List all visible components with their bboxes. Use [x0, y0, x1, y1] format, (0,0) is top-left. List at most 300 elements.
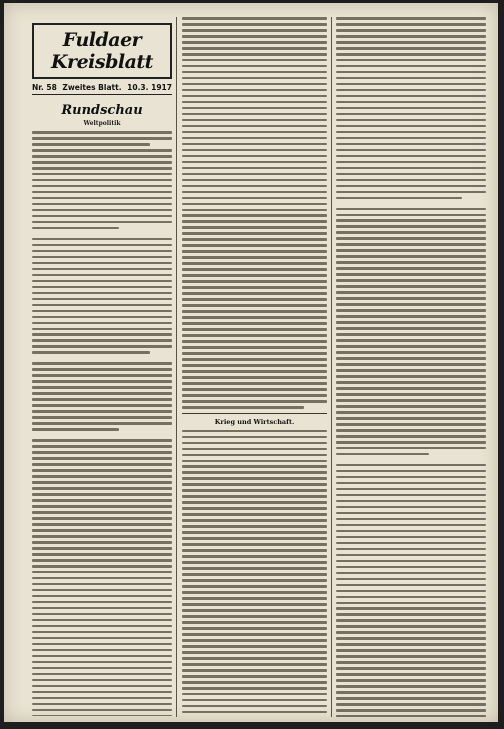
text-line — [32, 565, 172, 568]
text-line — [336, 667, 486, 670]
text-line — [336, 453, 429, 456]
text-line — [182, 59, 327, 62]
text-line — [336, 488, 486, 491]
text-line — [182, 167, 327, 170]
text-line — [32, 661, 172, 664]
text-line — [182, 693, 327, 696]
text-line — [336, 191, 486, 194]
text-line — [182, 477, 327, 480]
text-line — [336, 279, 486, 282]
text-line — [336, 53, 486, 56]
text-line — [32, 577, 172, 580]
text-line — [182, 705, 327, 708]
text-line — [32, 268, 172, 271]
text-line — [32, 203, 172, 206]
text-line — [182, 209, 327, 212]
text-line — [32, 161, 172, 164]
text-line — [182, 621, 327, 624]
text-line — [182, 585, 327, 588]
text-column-1 — [32, 131, 172, 716]
text-line — [336, 703, 486, 706]
text-line — [182, 316, 327, 319]
text-line — [182, 334, 327, 337]
text-line — [336, 345, 486, 348]
text-line — [32, 404, 172, 407]
text-line — [336, 649, 486, 652]
text-line — [32, 256, 172, 259]
text-line — [32, 523, 172, 526]
newspaper-title: Fuldaer Kreisblatt — [32, 23, 172, 79]
text-line — [182, 436, 327, 439]
text-line — [336, 351, 486, 354]
text-line — [336, 679, 486, 682]
text-line — [336, 685, 486, 688]
text-line — [336, 602, 486, 605]
text-line — [336, 113, 486, 116]
text-line — [182, 220, 327, 223]
text-line — [182, 286, 327, 289]
text-line — [182, 77, 327, 80]
text-line — [182, 113, 327, 116]
text-line — [182, 382, 327, 385]
text-line — [182, 507, 327, 510]
text-line — [182, 17, 327, 20]
text-line — [182, 161, 327, 164]
text-line — [32, 386, 172, 389]
text-line — [182, 322, 327, 325]
text-line — [336, 249, 486, 252]
text-line — [336, 131, 486, 134]
text-line — [182, 95, 327, 98]
text-line — [32, 517, 172, 520]
text-column-3 — [336, 17, 486, 717]
text-line — [336, 596, 486, 599]
masthead — [32, 23, 172, 103]
text-line — [336, 387, 486, 390]
text-line — [182, 519, 327, 522]
text-line — [32, 339, 172, 342]
text-line — [182, 274, 327, 277]
text-line — [182, 376, 327, 379]
text-line — [336, 381, 486, 384]
text-line — [336, 101, 486, 104]
text-line — [182, 645, 327, 648]
text-line — [336, 161, 486, 164]
text-line — [336, 578, 486, 581]
text-line — [182, 388, 327, 391]
text-line — [32, 613, 172, 616]
text-line — [182, 525, 327, 528]
text-line — [336, 482, 486, 485]
paragraph-gap — [336, 203, 486, 208]
text-line — [32, 445, 172, 448]
text-line — [182, 173, 327, 176]
text-line — [182, 465, 327, 468]
text-line — [182, 615, 327, 618]
text-line — [336, 560, 486, 563]
text-line — [182, 573, 327, 576]
text-line — [336, 625, 486, 628]
text-line — [336, 17, 486, 20]
text-line — [32, 637, 172, 640]
text-line — [182, 651, 327, 654]
text-line — [336, 613, 486, 616]
text-line — [182, 471, 327, 474]
column-rule — [176, 17, 177, 717]
text-line — [336, 303, 486, 306]
text-line — [336, 297, 486, 300]
text-line — [32, 380, 172, 383]
text-line — [182, 53, 327, 56]
text-line — [32, 679, 172, 682]
text-line — [336, 267, 486, 270]
text-line — [336, 447, 486, 450]
text-line — [182, 83, 327, 86]
text-line — [32, 655, 172, 658]
text-line — [336, 23, 486, 26]
text-line — [182, 448, 327, 451]
text-line — [336, 607, 486, 610]
text-line — [32, 167, 172, 170]
text-line — [32, 697, 172, 700]
text-line — [32, 535, 172, 538]
text-line — [32, 619, 172, 622]
text-line — [32, 583, 172, 586]
text-line — [182, 430, 327, 433]
text-line — [32, 511, 172, 514]
text-line — [336, 315, 486, 318]
text-line — [32, 487, 172, 490]
text-line — [32, 541, 172, 544]
text-line — [336, 590, 486, 593]
text-line — [336, 536, 486, 539]
text-line — [32, 328, 172, 331]
text-line — [182, 549, 327, 552]
text-line — [182, 226, 327, 229]
text-line — [32, 475, 172, 478]
text-line — [336, 95, 486, 98]
text-line — [182, 107, 327, 110]
text-line — [182, 292, 327, 295]
text-line — [182, 555, 327, 558]
text-line — [182, 394, 327, 397]
text-line — [182, 328, 327, 331]
text-line — [336, 363, 486, 366]
text-line — [32, 529, 172, 532]
text-line — [336, 709, 486, 712]
text-column-2 — [182, 17, 327, 717]
text-line — [182, 633, 327, 636]
text-line — [182, 197, 327, 200]
text-line — [32, 185, 172, 188]
text-line — [32, 262, 172, 265]
text-line — [182, 179, 327, 182]
text-line — [336, 273, 486, 276]
text-line — [336, 71, 486, 74]
text-line — [336, 65, 486, 68]
text-line — [32, 643, 172, 646]
text-line — [336, 173, 486, 176]
text-line — [182, 454, 327, 457]
newspaper-page — [4, 3, 498, 722]
text-line — [182, 639, 327, 642]
text-line — [182, 442, 327, 445]
text-line — [182, 119, 327, 122]
text-line — [182, 400, 327, 403]
text-line — [182, 663, 327, 666]
text-line — [336, 584, 486, 587]
text-line — [336, 243, 486, 246]
text-line — [32, 559, 172, 562]
text-line — [32, 209, 172, 212]
text-line — [182, 669, 327, 672]
text-line — [336, 655, 486, 658]
text-line — [32, 422, 172, 425]
text-line — [32, 601, 172, 604]
text-line — [182, 675, 327, 678]
text-line — [336, 417, 486, 420]
text-line — [32, 362, 172, 365]
text-line — [336, 518, 486, 521]
text-line — [182, 364, 327, 367]
text-line — [32, 280, 172, 283]
text-line — [336, 506, 486, 509]
text-line — [32, 625, 172, 628]
text-line — [336, 637, 486, 640]
section-heading-krieg: Krieg und Wirtschaft. — [214, 417, 295, 426]
text-line — [182, 591, 327, 594]
text-line — [182, 627, 327, 630]
text-line — [336, 321, 486, 324]
text-line — [32, 137, 172, 140]
text-line — [32, 451, 172, 454]
text-line — [32, 368, 172, 371]
text-line — [182, 531, 327, 534]
text-line — [182, 238, 327, 241]
text-line — [336, 167, 486, 170]
text-line — [336, 261, 486, 264]
text-line — [336, 35, 486, 38]
text-line — [182, 137, 327, 140]
text-line — [336, 429, 486, 432]
text-line — [336, 411, 486, 414]
text-line — [32, 149, 172, 152]
text-line — [182, 358, 327, 361]
section-heading-rundschau: Rundschau — [61, 103, 143, 118]
text-line — [336, 643, 486, 646]
text-line — [32, 595, 172, 598]
text-line — [182, 370, 327, 373]
text-line — [182, 603, 327, 606]
text-line — [182, 149, 327, 152]
text-line — [336, 59, 486, 62]
issue-number: Nr. 58 — [32, 83, 57, 92]
text-line — [336, 107, 486, 110]
column-rule — [331, 17, 332, 717]
text-line — [182, 131, 327, 134]
text-line — [182, 460, 327, 463]
text-line — [336, 179, 486, 182]
text-line — [336, 393, 486, 396]
sheet-label: Zweites Blatt. — [62, 83, 122, 92]
text-line — [32, 191, 172, 194]
text-line — [182, 262, 327, 265]
text-line — [32, 155, 172, 158]
text-line — [32, 703, 172, 706]
issue-date: 10.3. 1917 — [127, 83, 172, 92]
text-line — [182, 65, 327, 68]
text-line — [182, 657, 327, 660]
text-line — [182, 203, 327, 206]
text-line — [182, 268, 327, 271]
text-line — [32, 715, 172, 716]
text-line — [32, 131, 172, 134]
text-line — [336, 405, 486, 408]
text-line — [182, 250, 327, 253]
text-line — [182, 597, 327, 600]
text-line — [32, 607, 172, 610]
section-subheading-weltpolitik: Weltpolitik — [83, 120, 121, 127]
text-line — [182, 406, 304, 409]
text-line — [336, 673, 486, 676]
text-line — [336, 327, 486, 330]
text-line — [336, 83, 486, 86]
text-line — [336, 47, 486, 50]
text-line — [336, 524, 486, 527]
text-line — [32, 589, 172, 592]
text-line — [336, 125, 486, 128]
text-line — [336, 77, 486, 80]
paragraph-gap — [32, 233, 172, 238]
text-line — [182, 23, 327, 26]
text-line — [336, 566, 486, 569]
text-line — [182, 489, 327, 492]
text-line — [336, 399, 486, 402]
text-line — [182, 346, 327, 349]
text-line — [182, 244, 327, 247]
text-line — [336, 137, 486, 140]
text-line — [336, 548, 486, 551]
text-line — [182, 214, 327, 217]
text-line — [336, 237, 486, 240]
text-line — [32, 709, 172, 712]
text-line — [182, 501, 327, 504]
text-line — [336, 143, 486, 146]
text-line — [32, 493, 172, 496]
text-line — [182, 483, 327, 486]
text-line — [182, 495, 327, 498]
text-line — [336, 554, 486, 557]
text-line — [32, 173, 172, 176]
text-line — [336, 89, 486, 92]
text-line — [32, 499, 172, 502]
text-line — [32, 649, 172, 652]
text-line — [336, 423, 486, 426]
text-line — [336, 691, 486, 694]
text-line — [182, 298, 327, 301]
text-line — [336, 333, 486, 336]
text-line — [336, 530, 486, 533]
text-line — [182, 47, 327, 50]
text-line — [182, 101, 327, 104]
text-line — [182, 41, 327, 44]
text-line — [32, 316, 172, 319]
text-line — [336, 119, 486, 122]
text-line — [182, 711, 327, 714]
text-line — [32, 553, 172, 556]
text-line — [32, 143, 150, 146]
text-line — [32, 227, 119, 230]
text-line — [182, 340, 327, 343]
text-line — [182, 125, 327, 128]
text-line — [182, 687, 327, 690]
text-line — [336, 339, 486, 342]
text-line — [32, 673, 172, 676]
text-line — [336, 500, 486, 503]
text-line — [32, 469, 172, 472]
text-line — [336, 291, 486, 294]
text-line — [32, 333, 172, 336]
text-line — [182, 143, 327, 146]
text-line — [32, 457, 172, 460]
text-line — [182, 280, 327, 283]
text-line — [336, 285, 486, 288]
text-line — [32, 250, 172, 253]
text-line — [182, 567, 327, 570]
text-line — [336, 441, 486, 444]
text-line — [32, 428, 119, 431]
text-line — [32, 463, 172, 466]
text-line — [182, 561, 327, 564]
text-line — [336, 29, 486, 32]
text-line — [182, 681, 327, 684]
issue-info — [32, 83, 172, 95]
text-line — [336, 309, 486, 312]
text-line — [32, 197, 172, 200]
text-line — [32, 439, 172, 442]
text-line — [336, 225, 486, 228]
text-line — [336, 369, 486, 372]
text-line — [336, 512, 486, 515]
text-line — [336, 661, 486, 664]
text-line — [336, 697, 486, 700]
text-line — [32, 481, 172, 484]
text-line — [32, 286, 172, 289]
text-line — [32, 274, 172, 277]
text-line — [32, 310, 172, 313]
text-line — [32, 304, 172, 307]
text-line — [32, 691, 172, 694]
text-line — [32, 410, 172, 413]
text-line — [182, 71, 327, 74]
text-line — [336, 357, 486, 360]
text-line — [182, 543, 327, 546]
text-line — [336, 494, 486, 497]
text-line — [32, 685, 172, 688]
text-line — [182, 155, 327, 158]
text-line — [336, 464, 486, 467]
text-line — [182, 185, 327, 188]
text-line — [336, 255, 486, 258]
text-line — [182, 35, 327, 38]
text-line — [336, 476, 486, 479]
text-line — [336, 185, 486, 188]
text-line — [32, 571, 172, 574]
text-line — [182, 304, 327, 307]
text-line — [32, 505, 172, 508]
text-line — [32, 398, 172, 401]
text-line — [32, 238, 172, 241]
